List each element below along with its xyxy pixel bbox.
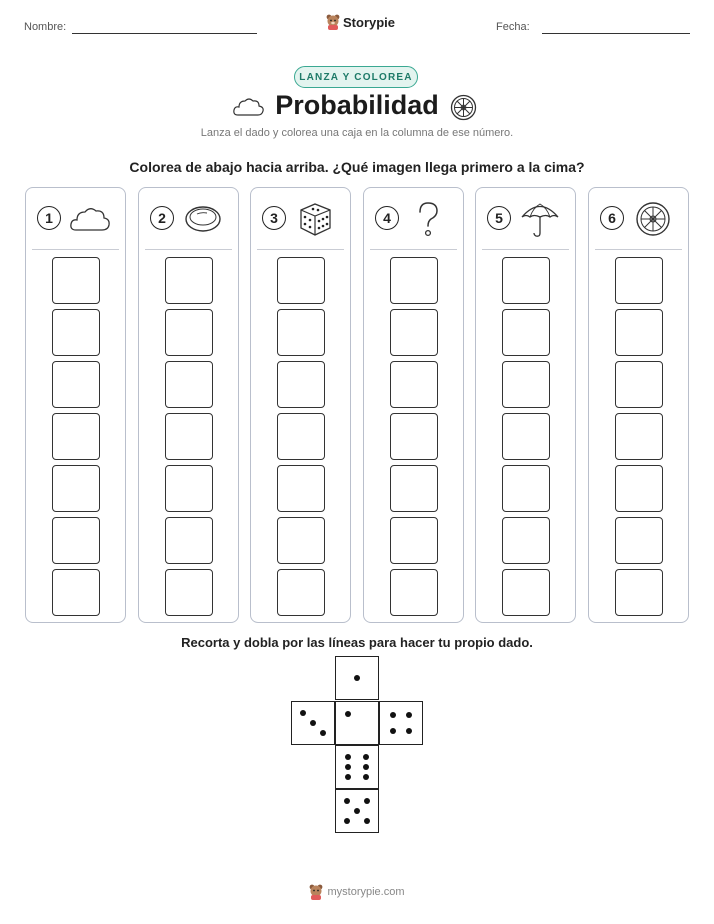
color-boxes bbox=[502, 257, 550, 621]
column-divider bbox=[257, 249, 344, 250]
column-number: 1 bbox=[37, 206, 61, 230]
color-box[interactable] bbox=[165, 413, 213, 460]
color-box[interactable] bbox=[165, 569, 213, 616]
color-boxes bbox=[390, 257, 438, 621]
color-box[interactable] bbox=[165, 257, 213, 304]
column-number: 6 bbox=[600, 206, 624, 230]
die-face-top bbox=[335, 656, 379, 700]
bear-logo-icon bbox=[309, 884, 323, 900]
color-box[interactable] bbox=[277, 309, 325, 356]
color-box[interactable] bbox=[615, 465, 663, 512]
color-box[interactable] bbox=[165, 465, 213, 512]
column-divider bbox=[482, 249, 569, 250]
footer bbox=[0, 884, 714, 900]
color-box[interactable] bbox=[615, 257, 663, 304]
color-box[interactable] bbox=[52, 257, 100, 304]
brand-logo bbox=[326, 14, 395, 30]
color-box[interactable] bbox=[52, 465, 100, 512]
column-4 bbox=[363, 187, 464, 623]
color-box[interactable] bbox=[52, 413, 100, 460]
pip bbox=[364, 818, 370, 824]
pip bbox=[345, 764, 351, 770]
color-box[interactable] bbox=[277, 569, 325, 616]
column-divider bbox=[595, 249, 682, 250]
name-label: Nombre: bbox=[24, 21, 67, 33]
pip bbox=[344, 818, 350, 824]
pip bbox=[406, 712, 412, 718]
die-net bbox=[290, 656, 424, 834]
pip bbox=[300, 710, 306, 716]
activity-badge: LANZA Y COLOREA bbox=[294, 66, 418, 88]
bear-logo-icon bbox=[326, 14, 340, 30]
column-6 bbox=[588, 187, 689, 623]
pip bbox=[406, 728, 412, 734]
die-face-right bbox=[379, 701, 423, 745]
color-box[interactable] bbox=[277, 465, 325, 512]
color-box[interactable] bbox=[277, 361, 325, 408]
column-number: 5 bbox=[487, 206, 511, 230]
die-face-lower bbox=[335, 745, 379, 789]
pip bbox=[310, 720, 316, 726]
pip bbox=[345, 754, 351, 760]
color-box[interactable] bbox=[390, 569, 438, 616]
coloring-instruction: Colorea de abajo hacia arriba. ¿Qué imagen llega primero a la cima? bbox=[129, 159, 585, 175]
color-box[interactable] bbox=[277, 257, 325, 304]
column-1 bbox=[25, 187, 126, 623]
color-boxes bbox=[615, 257, 663, 621]
column-divider bbox=[32, 249, 119, 250]
color-box[interactable] bbox=[502, 569, 550, 616]
name-line[interactable] bbox=[72, 33, 257, 34]
color-box[interactable] bbox=[165, 517, 213, 564]
color-boxes bbox=[52, 257, 100, 621]
color-box[interactable] bbox=[502, 361, 550, 408]
column-5 bbox=[475, 187, 576, 623]
die-face-bottom bbox=[335, 789, 379, 833]
pip bbox=[345, 711, 351, 717]
color-box[interactable] bbox=[277, 413, 325, 460]
column-3 bbox=[250, 187, 351, 623]
color-box[interactable] bbox=[615, 361, 663, 408]
color-box[interactable] bbox=[502, 413, 550, 460]
color-box[interactable] bbox=[52, 569, 100, 616]
page-subtitle: Lanza el dado y colorea una caja en la columna de ese número. bbox=[200, 127, 514, 139]
color-box[interactable] bbox=[390, 413, 438, 460]
pip bbox=[364, 798, 370, 804]
column-number: 4 bbox=[375, 206, 399, 230]
pip bbox=[363, 754, 369, 760]
color-boxes bbox=[277, 257, 325, 621]
color-box[interactable] bbox=[615, 413, 663, 460]
dice-icon bbox=[293, 200, 337, 238]
cutout-instruction: Recorta y dobla por las líneas para hacer tu propio dado. bbox=[181, 635, 533, 650]
die-face-left bbox=[291, 701, 335, 745]
column-number: 3 bbox=[262, 206, 286, 230]
wheel-icon bbox=[450, 94, 477, 121]
color-box[interactable] bbox=[502, 465, 550, 512]
pip bbox=[354, 808, 360, 814]
color-boxes bbox=[165, 257, 213, 621]
cloud-icon bbox=[68, 200, 112, 238]
footer-url[interactable]: mystorypie.com bbox=[327, 886, 405, 898]
color-box[interactable] bbox=[390, 361, 438, 408]
coin-icon bbox=[181, 200, 225, 238]
color-box[interactable] bbox=[615, 517, 663, 564]
color-box[interactable] bbox=[277, 517, 325, 564]
date-line[interactable] bbox=[542, 33, 690, 34]
color-box[interactable] bbox=[165, 309, 213, 356]
color-box[interactable] bbox=[390, 465, 438, 512]
die-face-center bbox=[335, 701, 379, 745]
color-box[interactable] bbox=[52, 361, 100, 408]
column-divider bbox=[145, 249, 232, 250]
question-mark-icon bbox=[406, 200, 450, 238]
color-box[interactable] bbox=[390, 257, 438, 304]
column-divider bbox=[370, 249, 457, 250]
brand-name: Storypie bbox=[343, 14, 396, 30]
color-box[interactable] bbox=[502, 257, 550, 304]
wheel-icon bbox=[631, 200, 675, 238]
color-box[interactable] bbox=[615, 309, 663, 356]
color-box[interactable] bbox=[52, 517, 100, 564]
color-box[interactable] bbox=[52, 309, 100, 356]
color-box[interactable] bbox=[502, 309, 550, 356]
pip bbox=[390, 728, 396, 734]
color-box[interactable] bbox=[390, 309, 438, 356]
date-label: Fecha: bbox=[496, 21, 530, 33]
color-box[interactable] bbox=[502, 517, 550, 564]
color-box[interactable] bbox=[390, 517, 438, 564]
umbrella-icon bbox=[518, 200, 562, 238]
page-title: Probabilidad bbox=[275, 90, 439, 120]
column-number: 2 bbox=[150, 206, 174, 230]
pip bbox=[354, 675, 360, 681]
color-box[interactable] bbox=[165, 361, 213, 408]
pip bbox=[320, 730, 326, 736]
color-box[interactable] bbox=[615, 569, 663, 616]
pip bbox=[390, 712, 396, 718]
pip bbox=[363, 764, 369, 770]
pip bbox=[363, 774, 369, 780]
pip bbox=[344, 798, 350, 804]
pip bbox=[345, 774, 351, 780]
column-2 bbox=[138, 187, 239, 623]
